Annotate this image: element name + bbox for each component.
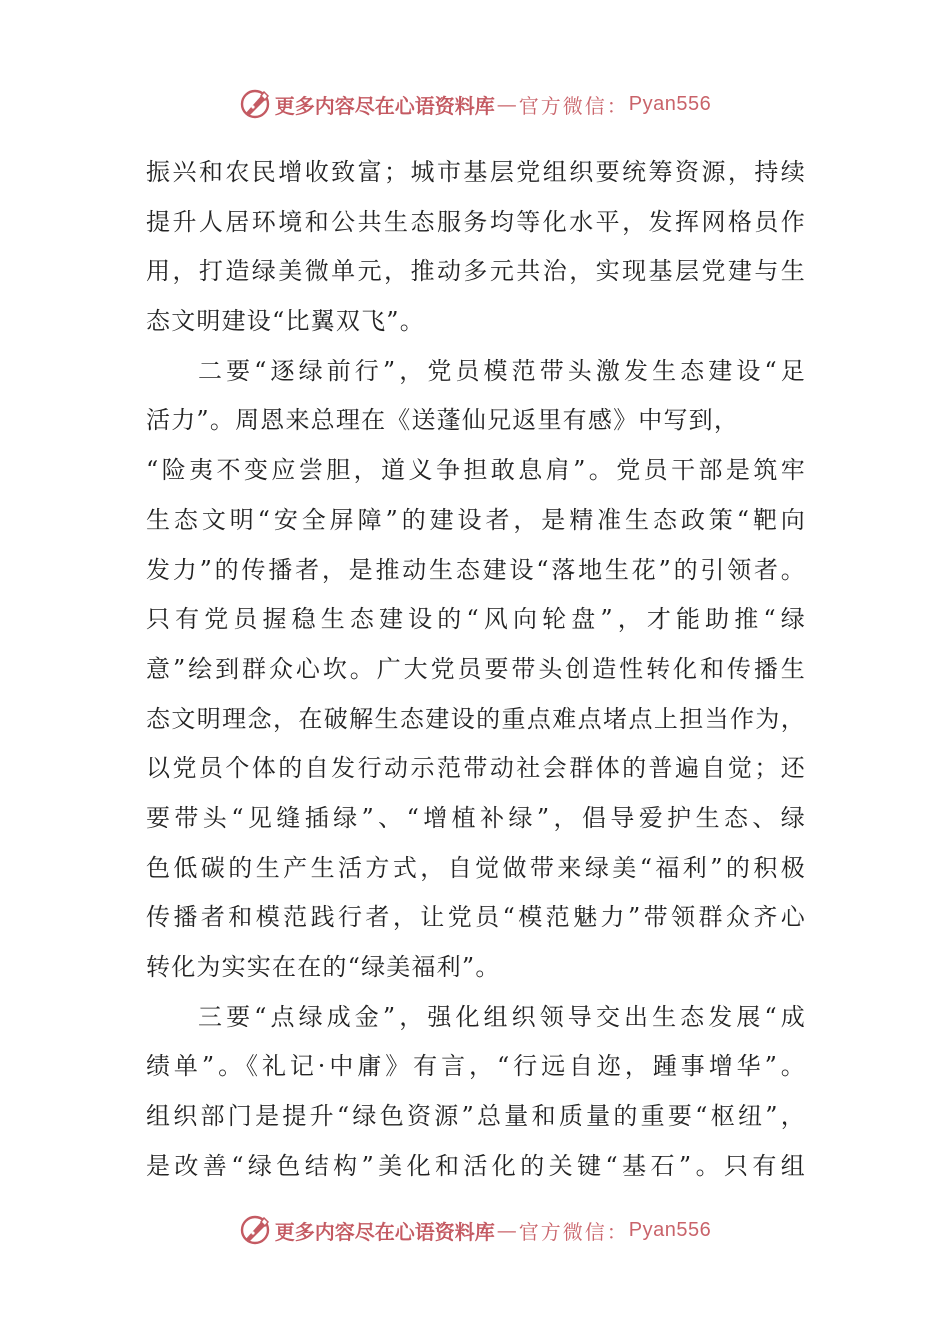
footer-watermark (0, 1210, 950, 1250)
watermark-separator: — (496, 1218, 517, 1242)
watermark-brand: 更多内容尽在心语资料库 (274, 1219, 495, 1244)
watermark-separator: — (496, 92, 517, 116)
watermark-label: 官方微信： (518, 1219, 629, 1244)
text-line: 用，打造绿美微单元，推动多元共治，实现基层党建与生 (146, 257, 806, 286)
pen-nib-circle-icon (239, 88, 271, 120)
header-watermark (0, 84, 950, 124)
text-line: 态文明建设“比翼双飞”。 (146, 307, 425, 336)
text-line: 只有党员握稳生态建设的“风向轮盘”，才能助推“绿 (146, 605, 806, 634)
text-line: 提升人居环境和公共生态服务均等化水平，发挥网格员作 (146, 207, 806, 236)
text-line: 色低碳的生产生活方式，自觉做带来绿美“福利”的积极 (146, 853, 806, 882)
text-line: “险夷不变应尝胆，道义争担敢息肩”。党员干部是筑牢 (146, 456, 806, 485)
pen-nib-circle-icon (239, 1214, 271, 1246)
text-line: 组织部门是提升“绿色资源”总量和质量的重要“枢纽”， (146, 1102, 806, 1131)
watermark-brand: 更多内容尽在心语资料库 (274, 93, 495, 118)
text-line: 要带头“见缝插绿”、“增植补绿”，倡导爱护生态、绿 (146, 803, 806, 832)
text-line: 是改善“绿色结构”美化和活化的关键“基石”。只有组 (146, 1151, 806, 1180)
text-line: 绩单”。《礼记·中庸》有言，“行远自迩，踵事增华”。 (146, 1052, 806, 1081)
text-line: 以党员个体的自发行动示范带动社会群体的普遍自觉；还 (146, 754, 806, 783)
text-line: 二要“逐绿前行”，党员模范带头激发生态建设“足 (198, 356, 806, 385)
text-line: 振兴和农民增收致富；城市基层党组织要统筹资源，持续 (146, 158, 806, 186)
text-line: 生态文明“安全屏障”的建设者，是精准生态政策“靶向 (146, 505, 806, 534)
text-line: 发力”的传播者，是推动生态建设“落地生花”的引领者。 (146, 555, 806, 584)
text-line: 三要“点绿成金”，强化组织领导交出生态发展“成 (198, 1002, 806, 1031)
watermark-label: 官方微信： (518, 93, 629, 118)
watermark-wechat-id: Pyan556 (628, 1218, 712, 1241)
text-line: 转化为实实在在的“绿美福利”。 (146, 953, 501, 981)
text-line: 传播者和模范践行者，让党员“模范魅力”带领群众齐心 (146, 903, 806, 932)
text-line: 态文明理念，在破解生态建设的重点难点堵点上担当作为， (146, 704, 806, 733)
watermark-wechat-id: Pyan556 (628, 92, 712, 115)
document-body (146, 148, 806, 1191)
text-line: 活力”。周恩来总理在《送蓬仙兄返里有感》中写到， (146, 406, 740, 435)
text-line: 意”绘到群众心坎。广大党员要带头创造性转化和传播生 (146, 654, 806, 683)
